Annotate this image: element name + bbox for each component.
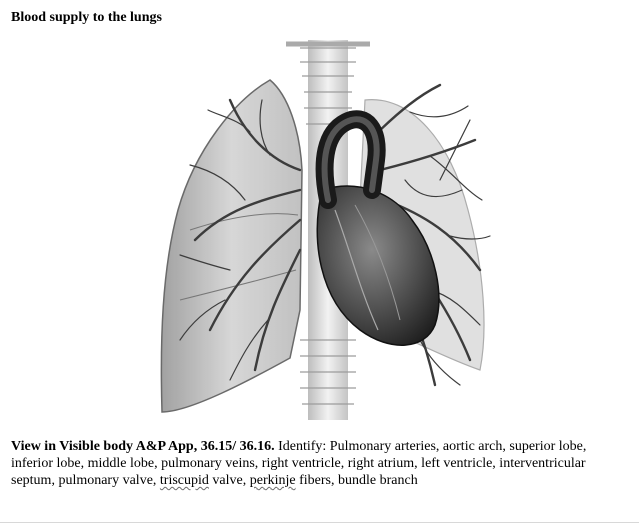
page-title: Blood supply to the lungs: [11, 10, 162, 25]
right-lung: [161, 80, 302, 412]
caption-mid: valve,: [208, 473, 250, 488]
caption-tail: fibers, bundle branch: [295, 473, 418, 488]
caption-lead: Identify: Pulmonary arteries, aortic arch, superior lobe, inferior lobe, middle lobe, pulmonary veins, right ventricle, right atrium, left ventricle, interventricular septum, pulmonary valve,: [11, 439, 587, 488]
figure-caption: [11, 438, 621, 489]
caption-source: View in Visible body A&P App, 36.15/ 36.16.: [11, 439, 275, 454]
caption-word-triscupid: triscupid: [159, 473, 209, 488]
lungs-heart-illustration: [150, 40, 500, 420]
caption-word-perkinje: perkinje: [249, 473, 296, 488]
